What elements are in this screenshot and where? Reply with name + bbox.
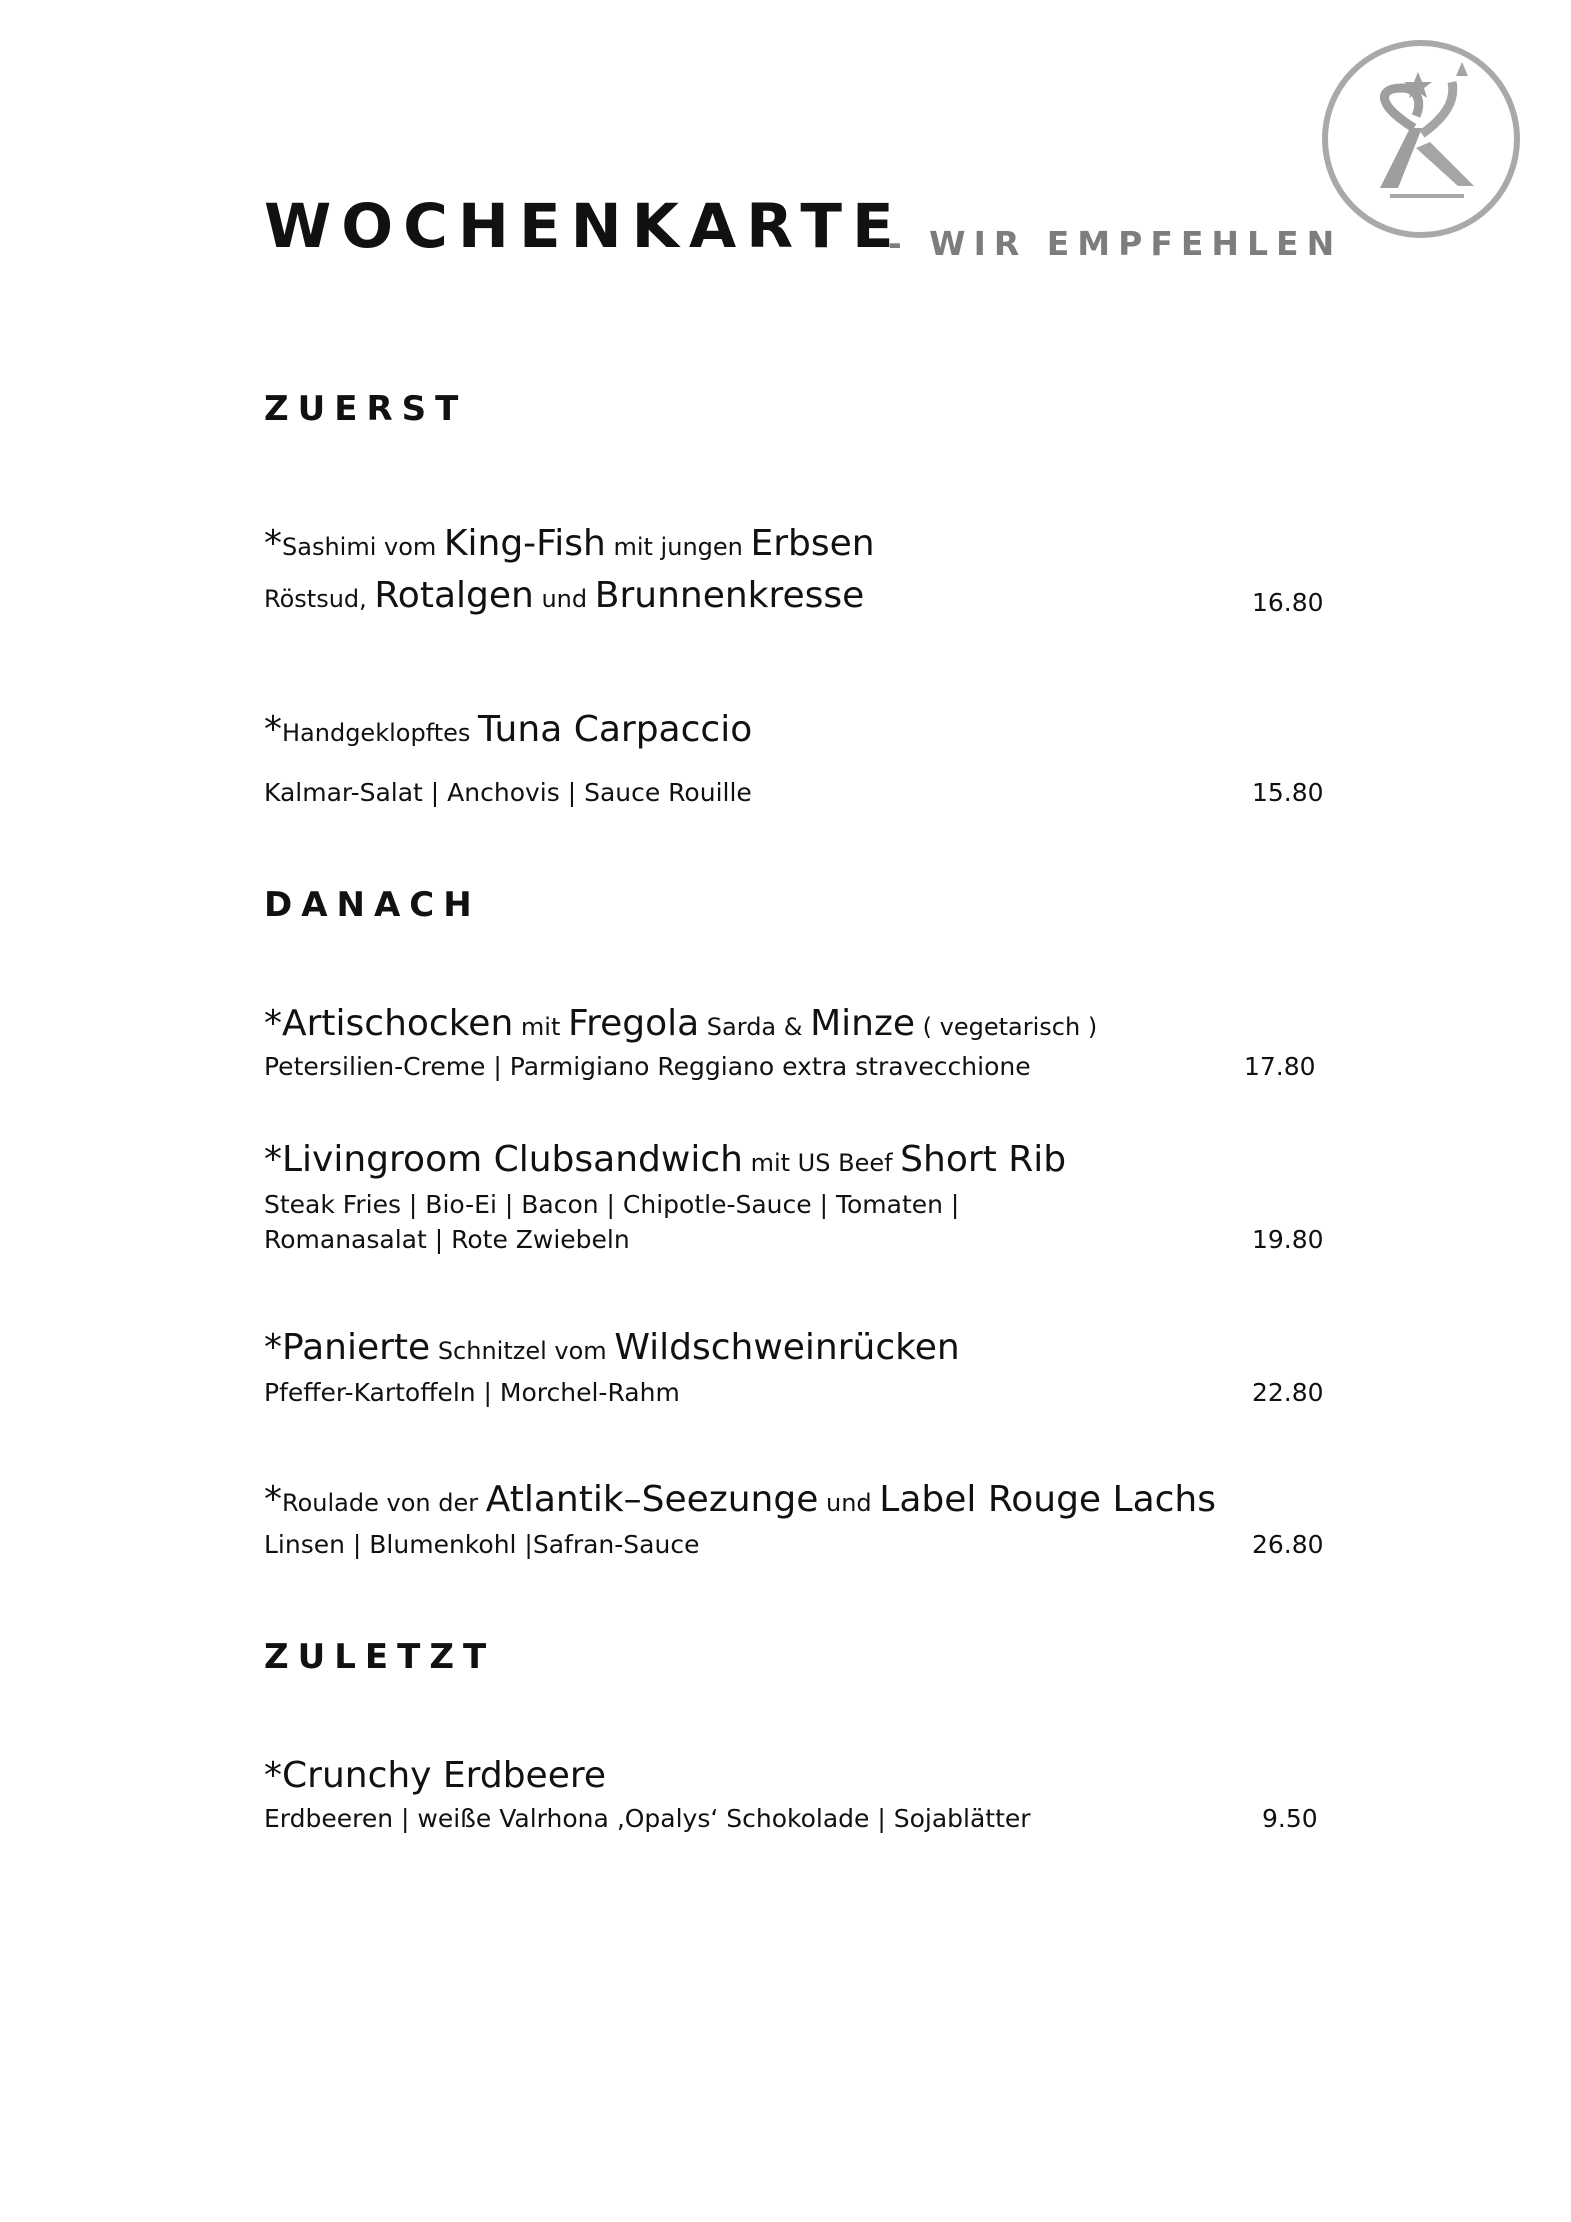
item-subtitle [264, 575, 865, 616]
item-title [264, 523, 875, 564]
logo-k-icon [1318, 36, 1524, 242]
title-part: Handgeklopftes [282, 719, 479, 747]
title-part: Tuna Carpaccio [478, 709, 753, 750]
title-part: *Artischocken [264, 1003, 514, 1044]
title-part: Label Rouge Lachs [879, 1479, 1217, 1520]
item-price: 15.80 [1252, 778, 1324, 807]
item-price: 26.80 [1252, 1530, 1324, 1559]
item-title [264, 1479, 1217, 1520]
item-description: Pfeffer-Kartoffeln | Morchel-Rahm [264, 1378, 680, 1407]
item-price: 22.80 [1252, 1378, 1324, 1407]
title-part: Rotalgen [374, 575, 534, 616]
asterisk: * [264, 523, 282, 564]
item-price: 9.50 [1262, 1804, 1318, 1833]
item-description-line2: Romanasalat | Rote Zwiebeln [264, 1225, 630, 1254]
title-part: mit [513, 1013, 568, 1041]
title-part: Roulade von der [282, 1489, 486, 1517]
item-title [264, 1755, 606, 1796]
page-title: WOCHENKARTE [264, 191, 904, 262]
title-part: Brunnenkresse [594, 575, 865, 616]
title-part: Short Rib [900, 1139, 1067, 1180]
section-heading-zuerst: ZUERST [264, 389, 468, 429]
title-part: mit US Beef [742, 1149, 901, 1177]
item-title [264, 1003, 1098, 1044]
item-description: Erdbeeren | weiße Valrhona ‚Opalys‘ Schokolade | Sojablätter [264, 1804, 1031, 1833]
title-part: mit jungen [605, 533, 751, 561]
title-part: Minze [810, 1003, 916, 1044]
item-price: 17.80 [1244, 1052, 1316, 1081]
section-heading-zuletzt: ZULETZT [264, 1637, 496, 1677]
title-part: Fregola [567, 1003, 700, 1044]
item-description: Steak Fries | Bio-Ei | Bacon | Chipotle-Sauce | Tomaten | [264, 1190, 960, 1219]
item-title [264, 709, 753, 750]
section-heading-danach: DANACH [264, 885, 481, 925]
title-part: Sarda & [699, 1013, 811, 1041]
item-description: Linsen | Blumenkohl |Safran-Sauce [264, 1530, 700, 1559]
item-description: Kalmar-Salat | Anchovis | Sauce Rouille [264, 778, 752, 807]
asterisk: * [264, 1479, 282, 1520]
title-part: Wildschweinrücken [614, 1327, 960, 1368]
item-price: 16.80 [1252, 588, 1324, 617]
page-subtitle: - WIR EMPFEHLEN [888, 224, 1343, 263]
item-title [264, 1327, 960, 1368]
asterisk: * [264, 709, 282, 750]
title-part: Schnitzel vom [430, 1337, 615, 1365]
title-part: *Livingroom Clubsandwich [264, 1139, 743, 1180]
title-part: und [818, 1489, 880, 1517]
title-part: Sashimi vom [282, 533, 444, 561]
item-description: Petersilien-Creme | Parmigiano Reggiano extra stravecchione [264, 1052, 1031, 1081]
title-part: *Panierte [264, 1327, 431, 1368]
item-title [264, 1139, 1067, 1180]
title-part: King-Fish [443, 523, 606, 564]
title-part: und [533, 585, 595, 613]
title-part: Atlantik–Seezunge [485, 1479, 819, 1520]
title-part: ( vegetarisch ) [915, 1013, 1098, 1041]
title-part: Erbsen [750, 523, 875, 564]
restaurant-logo [1318, 36, 1524, 242]
title-part: *Crunchy Erdbeere [264, 1755, 606, 1796]
title-part: Röstsud, [264, 585, 375, 613]
item-price: 19.80 [1252, 1225, 1324, 1254]
